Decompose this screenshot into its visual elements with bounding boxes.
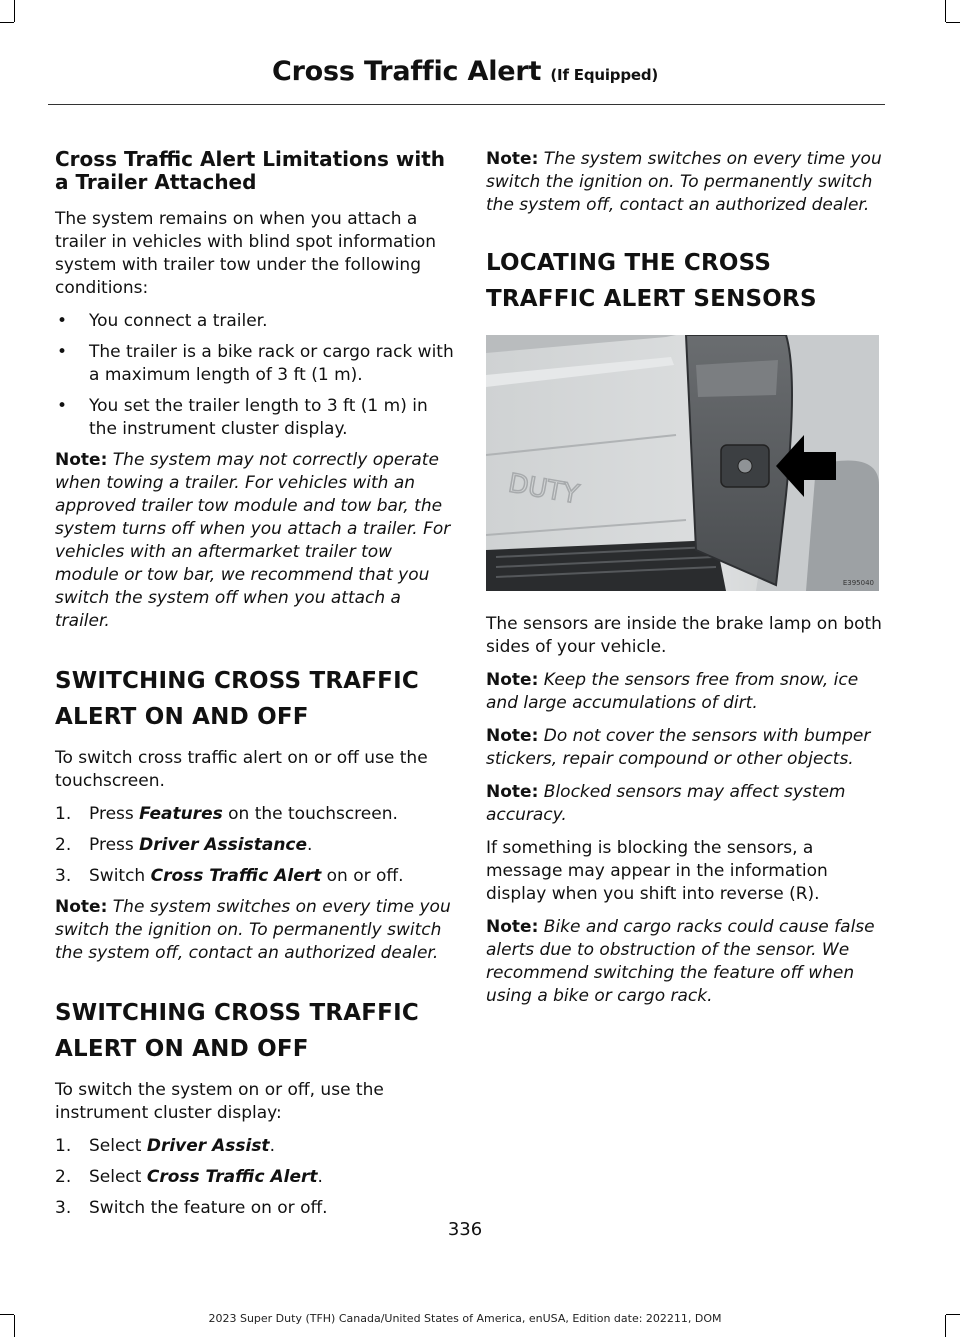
figure-code: E395040 — [842, 579, 874, 587]
note-text: Keep the sensors free from snow, ice and large accumulations of dirt. — [486, 670, 859, 713]
ui-term: Driver Assist — [146, 1136, 270, 1156]
title-text: Cross Traffic Alert — [271, 56, 542, 87]
list-item — [55, 1166, 455, 1189]
list-item — [55, 1135, 455, 1158]
step-number: 1. — [55, 804, 72, 824]
heading-line: ALERT ON AND OFF — [55, 704, 309, 730]
step-number: 2. — [55, 1167, 72, 1187]
ui-term: Cross Traffic Alert — [146, 1167, 318, 1187]
note-label: Note: — [486, 782, 539, 802]
note-text: Do not cover the sensors with bumper stickers, repair compound or other objects. — [486, 726, 871, 769]
step-list — [55, 1135, 455, 1220]
note — [486, 725, 886, 771]
illustration-svg — [486, 335, 879, 591]
step-text: Press — [89, 804, 140, 824]
note-text: The system may not correctly operate when towing a trailer. For vehicles with an approved trailer tow module and tow bar, the system turns off when you attach a trailer. For vehicles with an aftermarket trailer tow module or tow bar, we recommend that you switch the system off when you attach a trailer. — [55, 450, 451, 631]
crop-mark — [946, 22, 960, 23]
crop-mark — [945, 0, 946, 22]
bullet-list — [55, 310, 455, 441]
ui-term: Driver Assistance — [139, 835, 308, 855]
step-list — [55, 803, 455, 888]
note-label: Note: — [55, 450, 108, 470]
paragraph: If something is blocking the sensors, a message may appear in the information display when you shift into reverse (R). — [486, 838, 828, 904]
page-number: 336 — [447, 1219, 483, 1240]
step-text: . — [307, 835, 313, 855]
title-suffix: (If Equipped) — [550, 66, 659, 84]
step-text: Select — [89, 1167, 147, 1187]
step-text: Switch the feature on or off. — [89, 1198, 328, 1218]
note-text: Bike and cargo racks could cause false alerts due to obstruction of the sensor. We recommend switching the feature off when using a bike or cargo rack. — [486, 917, 875, 1006]
step-text: on or off. — [321, 866, 404, 886]
crop-mark — [0, 22, 14, 23]
note — [55, 896, 455, 965]
step-text: . — [269, 1136, 275, 1156]
list-item: • You set the trailer length to 3 ft (1 m) in the instrument cluster display. — [55, 395, 455, 441]
section-heading — [55, 995, 455, 1067]
list-item: • The trailer is a bike rack or cargo rack with a maximum length of 3 ft (1 m). — [55, 341, 455, 387]
footer-text: 2023 Super Duty (TFH) Canada/United States of America, enUSA, Edition date: 202211, DOM — [208, 1312, 722, 1325]
step-text: . — [317, 1167, 323, 1187]
section-heading — [55, 663, 455, 735]
section-heading — [486, 245, 886, 317]
header-divider — [48, 104, 885, 105]
note — [55, 449, 455, 633]
ui-term: Features — [139, 804, 223, 824]
step-number: 1. — [55, 1136, 72, 1156]
page-title — [0, 56, 930, 87]
note — [486, 916, 886, 1008]
paragraph: The sensors are inside the brake lamp on both sides of your vehicle. — [486, 614, 882, 657]
note — [486, 781, 886, 827]
crop-mark — [945, 1315, 946, 1337]
note-text: The system switches on every time you switch the ignition on. To permanently switch the system off, contact an authorized dealer. — [486, 149, 882, 215]
list-item — [55, 803, 455, 826]
paragraph: To switch cross traffic alert on or off use the touchscreen. — [55, 748, 428, 791]
step-number: 3. — [55, 1198, 72, 1218]
note — [486, 148, 886, 217]
note-label: Note: — [486, 917, 539, 937]
list-item: • You connect a trailer. — [55, 310, 455, 333]
step-text: Press — [89, 835, 140, 855]
right-column — [486, 148, 886, 1018]
paragraph: The system remains on when you attach a trailer in vehicles with blind spot information system with trailer tow under the following conditions: — [55, 209, 436, 298]
note — [486, 669, 886, 715]
embossed-lettering: DUTY — [505, 468, 581, 511]
step-number: 3. — [55, 866, 72, 886]
note-text: The system switches on every time you switch the ignition on. To permanently switch the system off, contact an authorized dealer. — [55, 897, 451, 963]
heading-line: SWITCHING CROSS TRAFFIC — [55, 668, 419, 694]
heading-line: ALERT ON AND OFF — [55, 1036, 309, 1062]
heading-line: SWITCHING CROSS TRAFFIC — [55, 1000, 419, 1026]
heading-line: LOCATING THE CROSS — [486, 250, 772, 276]
list-item — [55, 865, 455, 888]
note-label: Note: — [486, 670, 539, 690]
note-label: Note: — [486, 149, 539, 169]
ui-term: Cross Traffic Alert — [150, 866, 322, 886]
section-heading: Cross Traffic Alert Limitations with a Trailer Attached — [55, 147, 446, 194]
note-label: Note: — [55, 897, 108, 917]
paragraph: To switch the system on or off, use the instrument cluster display: — [55, 1080, 384, 1123]
heading-line: TRAFFIC ALERT SENSORS — [486, 286, 817, 312]
list-item — [55, 1197, 455, 1220]
note-label: Note: — [486, 726, 539, 746]
step-text: on the touchscreen. — [222, 804, 398, 824]
step-text: Select — [89, 1136, 147, 1156]
left-column — [55, 148, 455, 1228]
note-text: Blocked sensors may affect system accuracy. — [486, 782, 846, 825]
crop-mark — [14, 0, 15, 22]
crop-mark — [946, 1314, 960, 1315]
brake-lamp-sensor-illustration — [486, 335, 879, 591]
step-text: Switch — [89, 866, 151, 886]
list-item — [55, 834, 455, 857]
step-number: 2. — [55, 835, 72, 855]
